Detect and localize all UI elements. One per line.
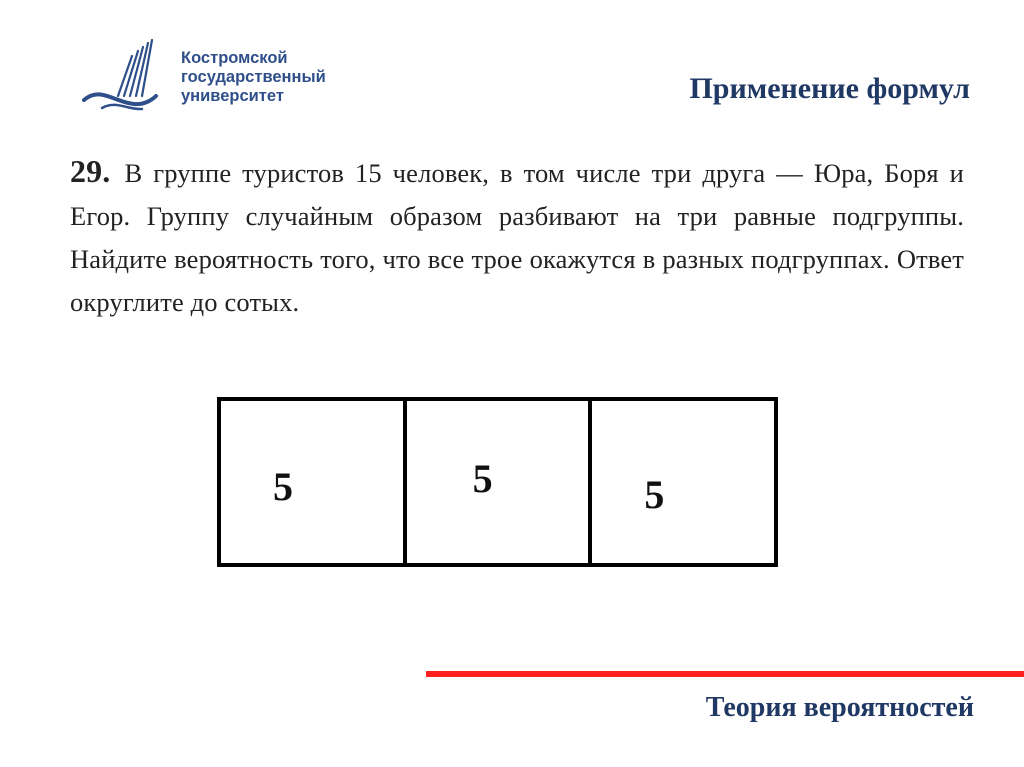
problem-statement bbox=[70, 150, 964, 324]
problem-number: 29. bbox=[70, 153, 111, 189]
logo-line-2: государственный bbox=[181, 68, 326, 86]
footer-subject: Теория вероятностей bbox=[705, 692, 974, 723]
accent-divider-line bbox=[426, 671, 1024, 677]
problem-text: В группе туристов 15 человек, в том числе три друга — Юра, Боря и Егор. Группу случайным образом разбивают на три равные подгруппы. Найдите вероятность того, что все трое окажутся в разных подгруппах. Ответ округлите до сотых. bbox=[70, 158, 964, 317]
logo-line-3: университет bbox=[181, 87, 284, 105]
subgroup-cell-3 bbox=[588, 401, 774, 563]
subgroup-cell-2 bbox=[403, 401, 589, 563]
subgroup-cell-1 bbox=[221, 401, 403, 563]
logo-text bbox=[181, 49, 326, 106]
subgroup-size-1: 5 bbox=[273, 464, 293, 509]
logo-emblem-icon bbox=[82, 38, 178, 116]
subgroup-size-3: 5 bbox=[644, 472, 665, 517]
subgroups-diagram bbox=[217, 397, 778, 567]
slide-title: Применение формул bbox=[689, 72, 970, 105]
subgroup-size-2: 5 bbox=[472, 456, 493, 501]
logo-line-1: Костромской bbox=[181, 49, 288, 67]
university-logo bbox=[82, 38, 342, 116]
